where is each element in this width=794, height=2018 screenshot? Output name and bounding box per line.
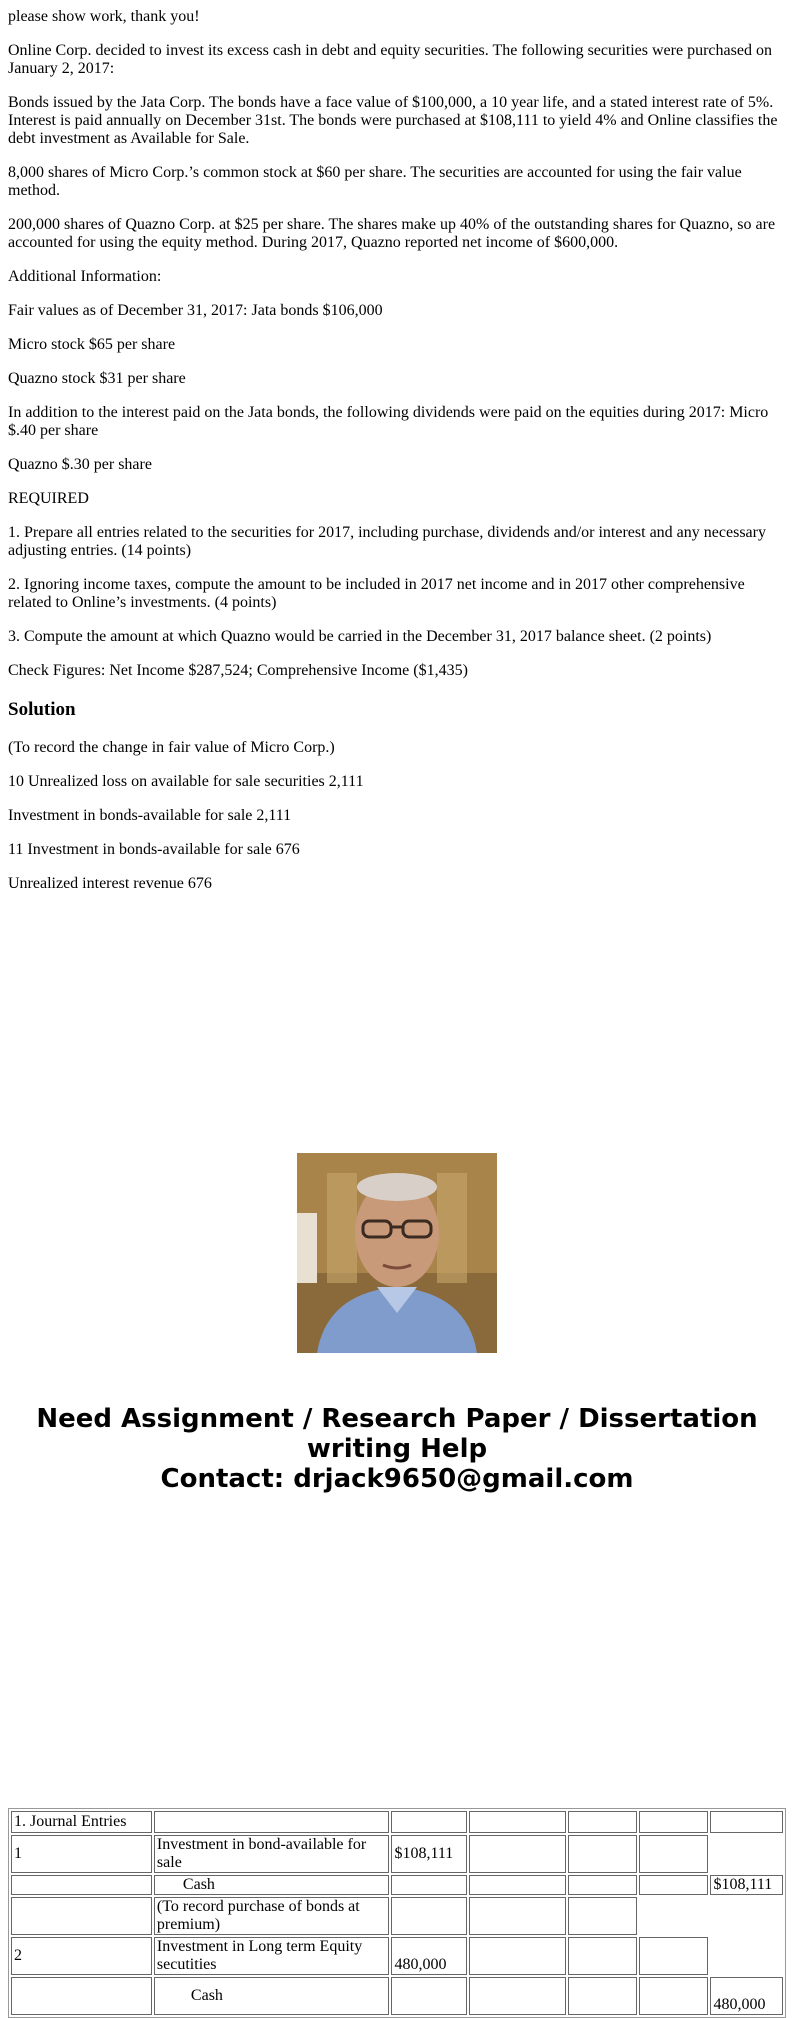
table-row — [11, 1811, 783, 1833]
journal-table — [8, 1808, 786, 2018]
table-cell — [154, 1811, 390, 1833]
table-cell — [568, 1937, 637, 1975]
table-cell — [11, 1875, 152, 1895]
portrait-image — [297, 1153, 497, 1353]
table-cell — [469, 1835, 566, 1873]
table-cell — [568, 1811, 637, 1833]
journal-header: 1. Journal Entries — [11, 1811, 152, 1833]
table-cell — [710, 1937, 783, 1975]
question-intro: please show work, thank you! — [8, 8, 200, 25]
debit-amount: 480,000 — [391, 1937, 466, 1975]
table-cell — [639, 1875, 708, 1895]
question-paragraph: 8,000 shares of Micro Corp.’s common stock at $60 per share. The securities are accounted for using the fair value method. — [8, 164, 742, 199]
table-row — [11, 1835, 783, 1873]
table-cell — [568, 1835, 637, 1873]
question-paragraph: 3. Compute the amount at which Quazno would be carried in the December 31, 2017 balance sheet. (2 points) — [8, 628, 712, 645]
table-cell — [639, 1835, 708, 1873]
question-paragraph: Micro stock $65 per share — [8, 336, 176, 353]
table-cell — [469, 1977, 566, 2015]
table-cell — [710, 1897, 783, 1935]
table-cell — [391, 1897, 466, 1935]
solution-paragraph: 11 Investment in bonds-available for sale 676 — [8, 841, 300, 858]
table-cell — [469, 1937, 566, 1975]
question-paragraph: REQUIRED — [8, 490, 89, 507]
table-row — [11, 1897, 783, 1935]
solution-paragraph: Unrealized interest revenue 676 — [8, 875, 212, 892]
question-paragraph: In addition to the interest paid on the Jata bonds, the following dividends were paid on the equities during 2017: Micro $.40 per share — [8, 404, 769, 439]
question-paragraph: 1. Prepare all entries related to the securities for 2017, including purchase, dividends and/or interest and any necessary adjusting entries. (14 points) — [8, 524, 766, 559]
table-cell — [568, 1897, 637, 1935]
question-paragraph: Fair values as of December 31, 2017: Jata bonds $106,000 — [8, 302, 383, 319]
entry-note: (To record purchase of bonds at premium) — [154, 1897, 390, 1935]
account-name: Cash — [154, 1977, 390, 2015]
table-cell — [639, 1937, 708, 1975]
table-cell — [391, 1875, 466, 1895]
avatar — [297, 1153, 497, 1353]
table-cell — [469, 1897, 566, 1935]
question-paragraph: Quazno $.30 per share — [8, 456, 152, 473]
question-paragraph: Quazno stock $31 per share — [8, 370, 186, 387]
table-row — [11, 1977, 783, 2015]
credit-amount: 480,000 — [710, 1977, 783, 2015]
promo-line: Need Assignment / Research Paper / Dissertation — [36, 1404, 758, 1434]
account-name: Cash — [154, 1875, 390, 1895]
table-cell — [469, 1875, 566, 1895]
table-cell — [639, 1897, 708, 1935]
credit-amount: $108,111 — [710, 1875, 783, 1895]
promo-line: writing Help — [306, 1434, 488, 1464]
account-name: Investment in bond-available for sale — [154, 1835, 390, 1873]
debit-amount: $108,111 — [391, 1835, 466, 1873]
entry-number: 2 — [11, 1937, 152, 1975]
solution-paragraph: Investment in bonds-available for sale 2,111 — [8, 807, 292, 824]
table-cell — [639, 1977, 708, 2015]
table-cell — [710, 1811, 783, 1833]
table-cell — [639, 1811, 708, 1833]
table-cell — [11, 1977, 152, 2015]
solution-paragraph: (To record the change in fair value of Micro Corp.) — [8, 739, 335, 756]
table-cell — [391, 1977, 466, 2015]
table-cell — [568, 1977, 637, 2015]
check-figures: Check Figures: Net Income $287,524; Comprehensive Income ($1,435) — [8, 662, 468, 679]
table-cell — [11, 1897, 152, 1935]
account-name: Investment in Long term Equity secutities — [154, 1937, 390, 1975]
promo-contact: Contact: drjack9650@gmail.com — [160, 1464, 634, 1494]
table-row — [11, 1937, 783, 1975]
table-row — [11, 1875, 783, 1895]
question-paragraph: 2. Ignoring income taxes, compute the amount to be included in 2017 net income and in 2017 other comprehensive related to Online’s investments. (4 points) — [8, 576, 745, 611]
entry-number: 1 — [11, 1835, 152, 1873]
table-cell — [391, 1811, 466, 1833]
question-paragraph: Additional Information: — [8, 268, 162, 285]
question-paragraph: Online Corp. decided to invest its excess cash in debt and equity securities. The following securities were purchased on January 2, 2017: — [8, 42, 772, 77]
table-cell — [568, 1875, 637, 1895]
table-cell — [469, 1811, 566, 1833]
question-paragraph: Bonds issued by the Jata Corp. The bonds have a face value of $100,000, a 10 year life, and a stated interest rate of 5%. Interest is paid annually on December 31st. The bonds were purchased at $108,111 to yield 4% and Online classifies the debt investment as Available for Sale. — [8, 94, 778, 147]
solution-paragraph: 10 Unrealized loss on available for sale securities 2,111 — [8, 773, 364, 790]
solution-heading: Solution — [8, 699, 76, 720]
question-paragraph: 200,000 shares of Quazno Corp. at $25 per share. The shares make up 40% of the outstanding shares for Quazno, so are accounted for using the equity method. During 2017, Quazno reported net income of $600,000. — [8, 216, 776, 251]
table-cell — [710, 1835, 783, 1873]
